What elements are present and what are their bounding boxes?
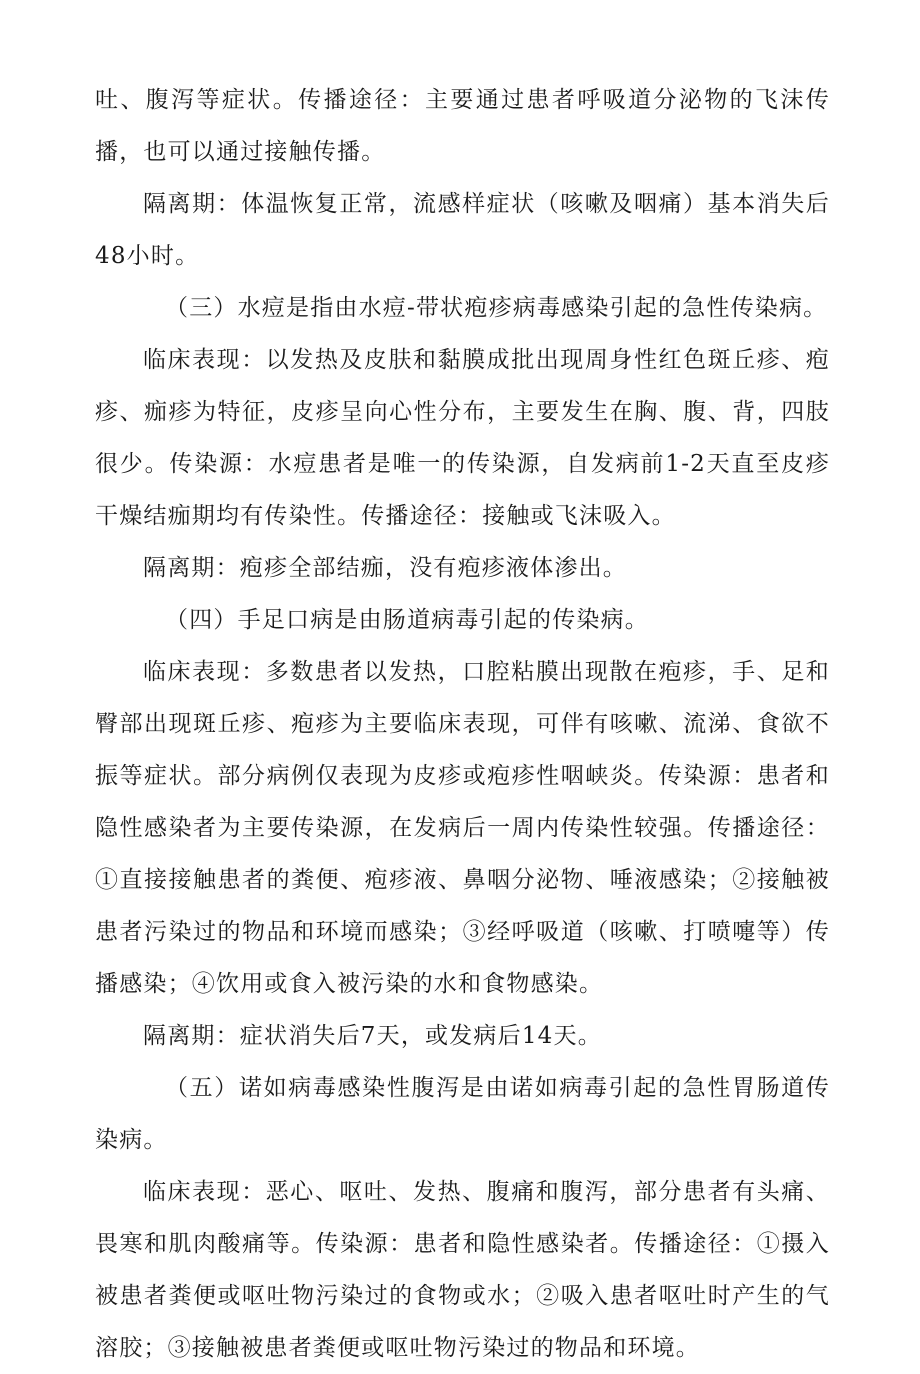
document-body — [95, 74, 830, 1374]
paragraph-isolation-chickenpox: 隔离期：疱疹全部结痂，没有疱疹液体渗出。 — [143, 555, 627, 581]
paragraph-isolation-flu: 隔离期：体温恢复正常，流感样症状（咳嗽及咽痛）基本消失后48小时。 — [95, 191, 830, 269]
section-heading-norovirus: （五）诺如病毒感染性腹泻是由诺如病毒引起的急性胃肠道传染病。 — [95, 1075, 830, 1153]
paragraph-clinical-norovirus: 临床表现：恶心、呕吐、发热、腹痛和腹泻，部分患者有头痛、畏寒和肌肉酸痛等。传染源：患者和隐性感染者。传播途径：①摄入被患者粪便或呕吐物污染过的食物或水；②吸入患者呕吐时产生的气溶胶；③接触被患者粪便或呕吐物污染过的物品和环境。 — [95, 1179, 830, 1361]
paragraph-transmission-continuation: 吐、腹泻等症状。传播途径：主要通过患者呼吸道分泌物的飞沫传播，也可以通过接触传播。 — [95, 87, 830, 165]
section-heading-hfmd: （四）手足口病是由肠道病毒引起的传染病。 — [165, 607, 649, 633]
paragraph-clinical-chickenpox: 临床表现：以发热及皮肤和黏膜成批出现周身性红色斑丘疹、疱疹、痂疹为特征，皮疹呈向心性分布，主要发生在胸、腹、背，四肢很少。传染源：水痘患者是唯一的传染源，自发病前1-2天直至皮疹干燥结痂期均有传染性。传播途径：接触或飞沫吸入。 — [95, 347, 830, 529]
section-heading-chickenpox: （三）水痘是指由水痘-带状疱疹病毒感染引起的急性传染病。 — [165, 295, 828, 321]
paragraph-isolation-hfmd: 隔离期：症状消失后7天，或发病后14天。 — [143, 1023, 602, 1049]
paragraph-clinical-hfmd: 临床表现：多数患者以发热，口腔粘膜出现散在疱疹，手、足和臀部出现斑丘疹、疱疹为主要临床表现，可伴有咳嗽、流涕、食欲不振等症状。部分病例仅表现为皮疹或疱疹性咽峡炎。传染源：患者和隐性感染者为主要传染源，在发病后一周内传染性较强。传播途径：①直接接触患者的粪便、疱疹液、鼻咽分泌物、唾液感染；②接触被患者污染过的物品和环境而感染；③经呼吸道（咳嗽、打喷嚏等）传播感染；④饮用或食入被污染的水和食物感染。 — [95, 659, 830, 997]
